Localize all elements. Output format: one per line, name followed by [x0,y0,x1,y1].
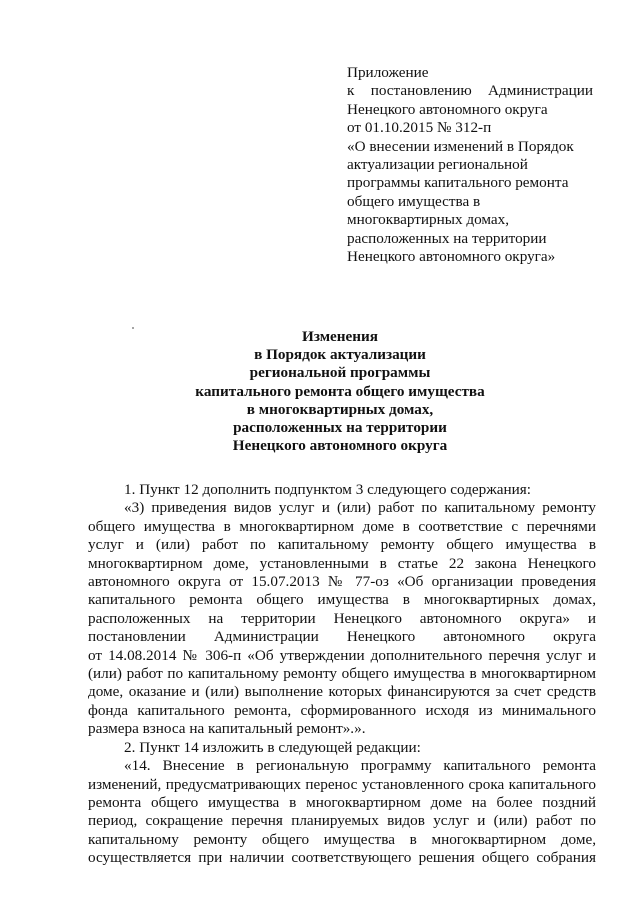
title-line: в Порядок актуализации [254,346,426,364]
paragraph-line: общего имущества в многоквартирном доме в соответствие с перечнями [88,517,596,535]
appendix-line: общего имущества в [347,192,481,210]
paragraph-line: услуг и (или) работ по капитальному ремонту общего имущества в [88,536,596,554]
appendix-line: от 01.10.2015 № 312-п [347,119,492,137]
paragraph-line: доме, оказание и (или) выполнение которых финансируются за счет средств [88,683,596,701]
appendix-line: актуализации региональной [347,156,528,174]
appendix-line: «О внесении изменений в Порядок [347,137,574,155]
document-body [88,481,596,868]
appendix-block [347,64,593,266]
paragraph-line: капитального ремонта общего имущества в многоквартирных домах, [88,591,596,609]
paragraph-line: 2. Пункт 14 изложить в следующей редакции: [124,738,421,756]
paragraph-line: (или) работ по капитальному ремонту общего имущества в многоквартирном [88,665,596,683]
appendix-line: Ненецкого автономного округа» [347,248,556,266]
appendix-line: расположенных на территории [347,229,547,247]
appendix-line: программы капитального ремонта [347,174,569,192]
paragraph-line: изменений, предусматривающих перенос установленного срока капитального [88,775,596,793]
title-line: Изменения [302,328,378,345]
paragraph-line: «3) приведения видов услуг и (или) работ по капитальному ремонту [124,499,596,517]
title-line: капитального ремонта общего имущества [195,382,485,400]
paragraph-line: период, сокращение перечня планируемых видов услуг и (или) работ по [88,812,596,830]
appendix-line: многоквартирных домах, [347,211,510,229]
paragraph-line: постановлении Администрации Ненецкого автономного округа [88,628,596,646]
title-line: Ненецкого автономного округа [232,437,448,455]
paragraph-line: размера взноса на капитальный ремонт».». [88,720,366,738]
paragraph-line: 1. Пункт 12 дополнить подпунктом 3 следующего содержания: [124,481,531,498]
paragraph-line: фонда капитального ремонта, сформированного исходя из минимального [88,701,596,719]
paragraph-line: ремонта общего имущества в многоквартирном доме на более поздний [88,793,596,811]
paragraph-line: расположенных на территории Ненецкого автономного округа» и [88,609,596,627]
paragraph-line: капитальному ремонту общего имущества в многоквартирном доме, [88,830,596,848]
document-title [80,328,600,455]
appendix-line: Ненецкого автономного округа [347,100,548,118]
title-line: в многоквартирных домах, [246,400,434,418]
title-line: расположенных на территории [233,419,447,437]
paragraph-line: осуществляется при наличии соответствующего решения общего собрания [88,849,596,867]
appendix-line: к постановлению Администрации [347,82,593,100]
paragraph-line: от 14.08.2014 № 306-п «Об утверждении дополнительного перечня услуг и [88,646,596,664]
paragraph-line: многоквартирном доме, установленными в статье 22 закона Ненецкого [88,554,596,572]
appendix-line: Приложение [347,64,429,81]
title-line: региональной программы [249,364,431,382]
paragraph-line: «14. Внесение в региональную программу капитального ремонта [124,757,596,775]
paragraph-line: автономного округа от 15.07.2013 № 77-оз «Об организации проведения [88,573,596,591]
